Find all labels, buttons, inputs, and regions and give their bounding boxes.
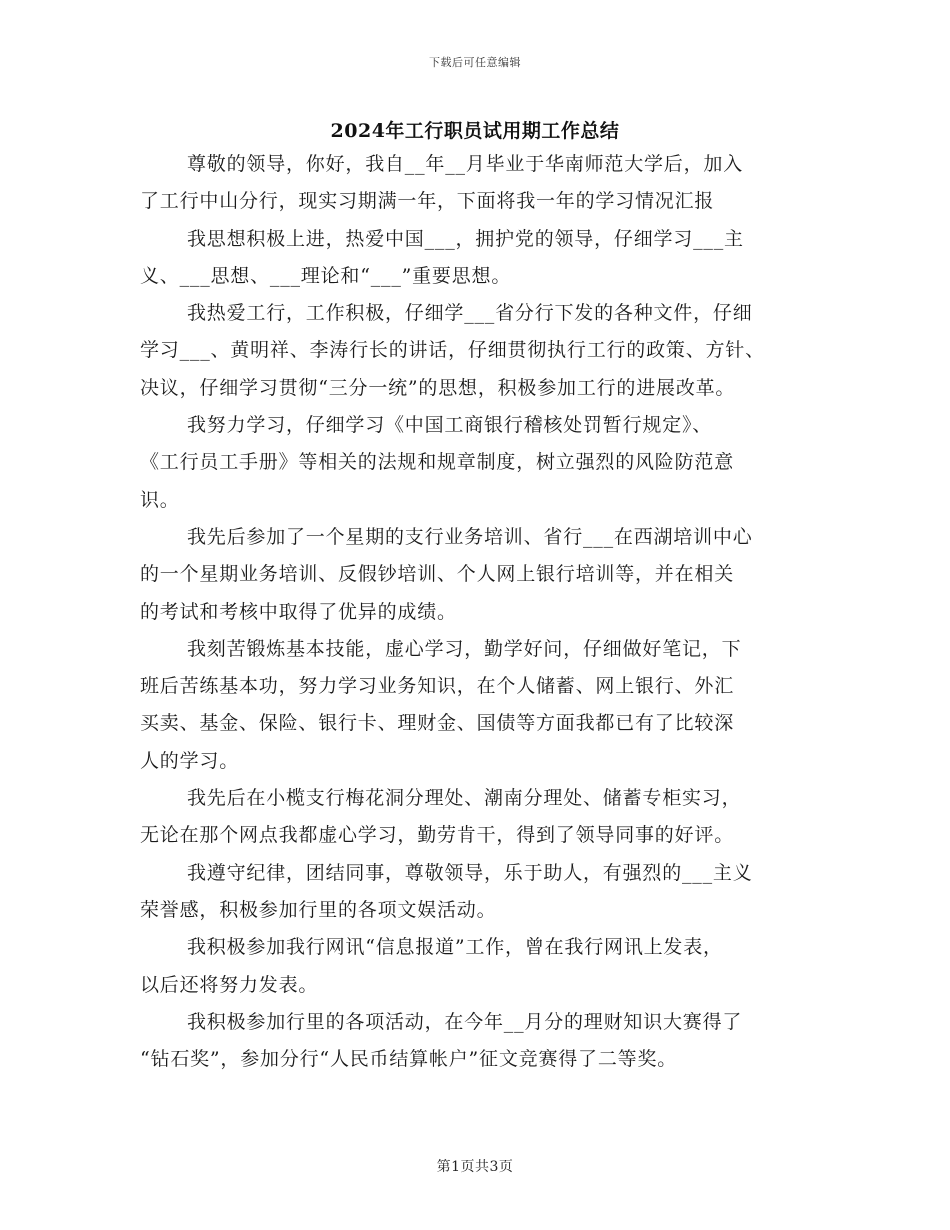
- paragraph-line: 我刻苦锻炼基本技能，虚心学习，勤学好问，仔细做好笔记，下: [187, 637, 742, 660]
- paragraph-line: 买卖、基金、保险、银行卡、理财金、国债等方面我都已有了比较深: [140, 712, 735, 735]
- paragraph-line: 我先后参加了一个星期的支行业务培训、省行___在西湖培训中心: [187, 525, 753, 548]
- paragraph-line: 尊敬的领导，你好，我自__年__月毕业于华南师范大学后，加入: [187, 153, 744, 175]
- paragraph-line: 我先后在小榄支行梅花洞分理处、潮南分理处、储蓄专柜实习，: [187, 787, 742, 810]
- paragraph-line: 决议，仔细学习贯彻“三分一统”的思想，积极参加工行的进展改革。: [140, 376, 736, 399]
- paragraph-line: 以后还将努力发表。: [140, 973, 319, 996]
- paragraph-line: 我努力学习，仔细学习《中国工商银行稽核处罚暂行规定》、: [187, 414, 713, 437]
- paragraph-line: 了工行中山分行，现实习期满一年，下面将我一年的学习情况汇报: [140, 190, 715, 213]
- paragraph-line: 我遵守纪律，团结同事，尊敬领导，乐于助人，有强烈的___主义: [187, 861, 753, 884]
- paragraph-line: 我积极参加我行网讯“信息报道”工作，曾在我行网讯上发表，: [187, 936, 723, 959]
- paragraph-line: 班后苦练基本功，努力学习业务知识，在个人储蓄、网上银行、外汇: [140, 675, 735, 698]
- paragraph-line: 我热爱工行，工作积极，仔细学___省分行下发的各种文件，仔细: [187, 302, 753, 325]
- document-title: 2024年工行职员试用期工作总结: [330, 120, 620, 142]
- paragraph-line: 我思想积极上进，热爱中国___，拥护党的领导，仔细学习___主: [187, 227, 744, 250]
- paragraph-line: 人的学习。: [140, 749, 240, 772]
- paragraph-line: 《工行员工手册》等相关的法规和规章制度，树立强烈的风险防范意: [140, 451, 735, 474]
- paragraph-line: 荣誉感，积极参加行里的各项文娱活动。: [140, 898, 497, 921]
- paragraph-line: “钻石奖”，参加分行“人民币结算帐户”征文竞赛得了二等奖。: [140, 1048, 678, 1071]
- paragraph-line: 无论在那个网点我都虚心学习，勤劳肯干，得到了领导同事的好评。: [140, 824, 735, 847]
- paragraph-line: 的一个星期业务培训、反假钞培训、个人网上银行培训等，并在相关: [140, 563, 735, 586]
- paragraph-line: 的考试和考核中取得了优异的成绩。: [140, 600, 457, 623]
- page-number: 第1页共3页: [436, 1159, 514, 1175]
- paragraph-line: 我积极参加行里的各项活动，在今年__月分的理财知识大赛得了: [187, 1010, 743, 1033]
- paragraph-line: 义、___思想、___理论和“___”重要思想。: [140, 264, 512, 287]
- document-body: [140, 146, 830, 1078]
- paragraph-line: 学习___、黄明祥、李涛行长的讲话，仔细贯彻执行工行的政策、方针、: [140, 339, 765, 362]
- paragraph-line: 识。: [140, 488, 180, 511]
- page-header-note: 下载后可任意编辑: [429, 56, 521, 69]
